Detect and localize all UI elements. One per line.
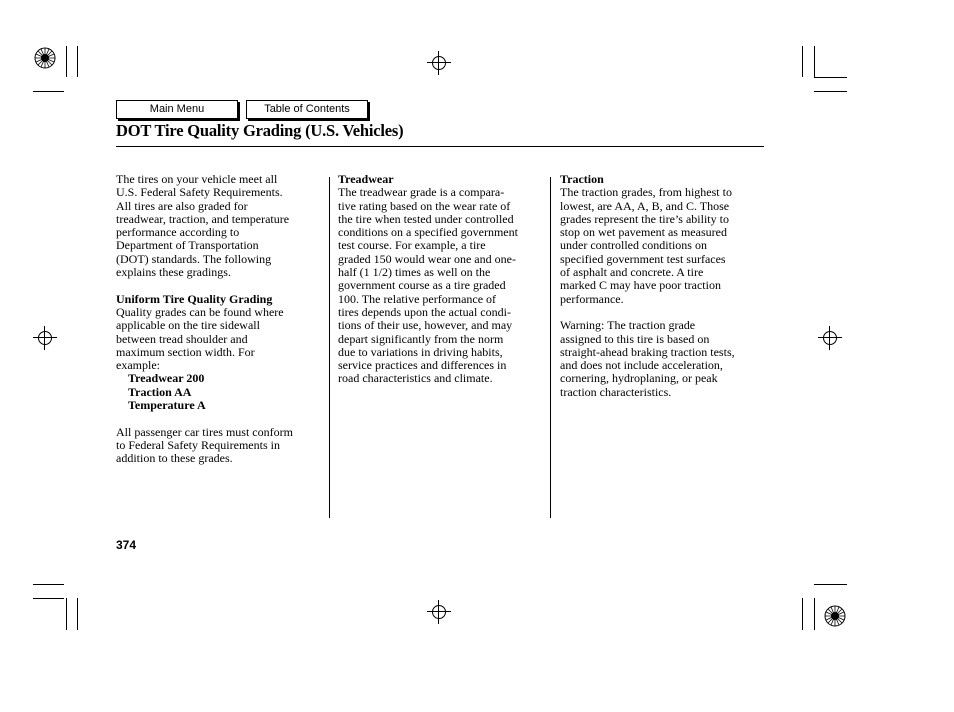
treadwear-line: conditions on a specified government [338, 225, 518, 240]
example-traction: Traction AA [128, 384, 192, 399]
traction-line: lowest, are AA, A, B, and C. Those [560, 198, 730, 213]
traction-line: stop on wet pavement as measured [560, 225, 727, 240]
closing-line: addition to these grades. [116, 451, 233, 466]
traction-line: The traction grades, from highest to [560, 185, 732, 200]
crop-mark [33, 91, 64, 92]
example-temperature: Temperature A [128, 398, 206, 413]
warning-line: cornering, hydroplaning, or peak [560, 371, 718, 386]
crop-mark [802, 598, 803, 630]
treadwear-line: 100. The relative performance of [338, 291, 497, 306]
treadwear-line: tive rating based on the wear rate of [338, 198, 511, 213]
treadwear-line: half (1 1/2) times as well on the [338, 265, 491, 280]
warning-line: and does not include acceleration, [560, 358, 723, 373]
warning-line: traction characteristics. [560, 384, 672, 399]
intro-line: performance according to [116, 225, 240, 240]
title-rule [116, 146, 764, 147]
main-menu-button[interactable]: Main Menu [116, 100, 238, 119]
crop-mark [814, 584, 847, 585]
registration-cross-icon [427, 51, 451, 75]
utqg-line: applicable on the tire sidewall [116, 318, 260, 333]
closing-line: to Federal Safety Requirements in [116, 437, 280, 452]
crop-mark [66, 46, 67, 77]
intro-line: treadwear, traction, and temperature [116, 211, 290, 226]
column-treadwear [338, 173, 548, 386]
treadwear-line: The treadwear grade is a compara- [338, 185, 505, 200]
warning-line: Warning: The traction grade [560, 318, 696, 333]
registration-cross-icon [818, 326, 842, 350]
treadwear-line: graded 150 would wear one and one- [338, 251, 516, 266]
page-number: 374 [116, 538, 137, 552]
intro-line: All tires are also graded for [116, 198, 248, 213]
registration-cross-icon [427, 600, 451, 624]
intro-line: (DOT) standards. The following [116, 251, 272, 266]
crop-mark [814, 598, 815, 630]
traction-heading: Traction [560, 172, 604, 186]
crop-mark [66, 598, 67, 630]
treadwear-line: depart significantly from the norm [338, 331, 504, 346]
intro-line: The tires on your vehicle meet all [116, 172, 278, 186]
traction-line: grades represent the tire’s ability to [560, 211, 729, 226]
treadwear-line: government course as a tire graded [338, 278, 506, 293]
column-divider [550, 177, 551, 518]
intro-line: explains these gradings. [116, 265, 231, 280]
registration-sunburst-icon [824, 605, 846, 627]
example-treadwear: Treadwear 200 [128, 371, 205, 386]
traction-line: marked C may have poor traction [560, 278, 721, 293]
utqg-line: Quality grades can be found where [116, 304, 284, 319]
crop-mark [802, 46, 803, 77]
crop-mark [77, 598, 78, 630]
treadwear-line: due to variations in driving habits, [338, 344, 503, 359]
table-of-contents-button[interactable]: Table of Contents [246, 100, 368, 119]
page-title: DOT Tire Quality Grading (U.S. Vehicles) [116, 121, 404, 140]
crop-mark [33, 584, 64, 585]
registration-sunburst-icon [34, 47, 56, 69]
crop-mark [814, 46, 815, 77]
traction-line: under controlled conditions on [560, 238, 707, 253]
crop-mark [77, 46, 78, 77]
crop-mark [33, 598, 64, 599]
column-traction [560, 173, 770, 399]
crop-mark [814, 77, 847, 78]
utqg-heading: Uniform Tire Quality Grading [116, 291, 273, 306]
utqg-line: example: [116, 358, 160, 373]
treadwear-line: tions of their use, however, and may [338, 318, 513, 333]
treadwear-heading: Treadwear [338, 172, 394, 186]
traction-line: of asphalt and concrete. A tire [560, 265, 704, 280]
warning-line: straight-ahead braking traction tests, [560, 344, 735, 359]
traction-line: specified government test surfaces [560, 251, 726, 266]
intro-line: Department of Transportation [116, 238, 259, 253]
column-intro [116, 173, 326, 466]
registration-cross-icon [33, 326, 57, 350]
warning-line: assigned to this tire is based on [560, 331, 710, 346]
traction-line: performance. [560, 291, 624, 306]
treadwear-line: test course. For example, a tire [338, 238, 486, 253]
crop-mark [814, 91, 847, 92]
treadwear-line: tires depends upon the actual condi- [338, 304, 511, 319]
utqg-line: maximum section width. For [116, 344, 255, 359]
column-divider [329, 177, 330, 518]
closing-line: All passenger car tires must conform [116, 424, 293, 439]
treadwear-line: the tire when tested under controlled [338, 211, 514, 226]
treadwear-line: road characteristics and climate. [338, 371, 493, 386]
treadwear-line: service practices and differences in [338, 358, 507, 373]
utqg-line: between tread shoulder and [116, 331, 248, 346]
intro-line: U.S. Federal Safety Requirements. [116, 185, 283, 200]
